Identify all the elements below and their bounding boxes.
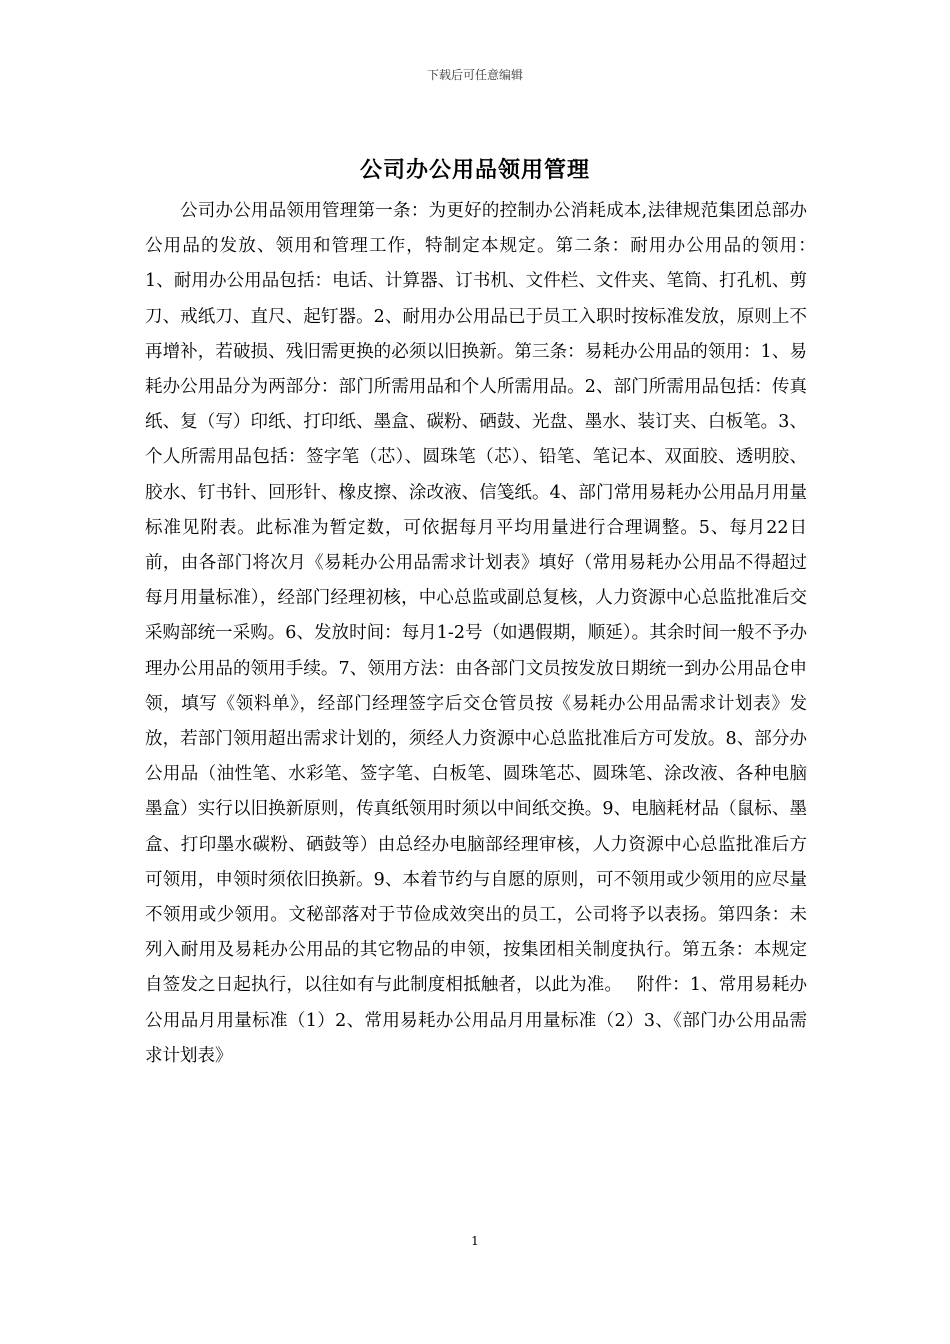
document-title: 公司办公用品领用管理 [359,157,590,183]
header-note: 下载后可任意编辑 [426,68,523,82]
document-body: 公司办公用品领用管理第一条：为更好的控制办公消耗成本,法律规范集团总部办公用品的发放、领用和管理工作，特制定本规定。第二条：耐用办公用品的领用： 1、耐用办公用品包括：电话、计算器、订书机、文件栏、文件夹、笔筒、打孔机、剪刀、戒纸刀、直尺、起钉器。2、耐用办公用品已于员工入职时按标准发放，原则上不再增补，若破损、残旧需更换的必须以旧换新。第三条：易耗办公用品的领用：1、易耗办公用品分为两部分：部门所需用品和个人所需用品。2、部门所需用品包括：传真纸、复（写）印纸、打印纸、墨盒、碳粉、硒鼓、光盘、墨水、装订夹、白板笔。3、个人所需用品包括：签字笔（芯）、圆珠笔（芯）、铅笔、笔记本、双面胶、透明胶、胶水、钉书针、回形针、橡皮擦、涂改液、信笺纸。4、部门常用易耗办公用品月用量标准见附表。此标准为暂定数，可依据每月平均用量进行合理调整。5、每月22日前，由各部门将次月《易耗办公用品需求计划表》填好（常用易耗办公用品不得超过每月用量标准），经部门经理初核，中心总监或副总复核，人力资源中心总监批准后交采购部统一采购。6、发放时间：每月1-2号（如遇假期，顺延）。其余时间一般不予办理办公用品的领用手续。7、领用方法：由各部门文员按发放日期统一到办公用品仓申领，填写《领料单》，经部门经理签字后交仓管员按《易耗办公用品需求计划表》发放，若部门领用超出需求计划的，须经人力资源中心总监批准后方可发放。8、部分办公用品（油性笔、水彩笔、签字笔、白板笔、圆珠笔芯、圆珠笔、涂改液、各种电脑墨盒）实行以旧换新原则，传真纸领用时须以中间纸交换。9、电脑耗材品（鼠标、墨盒、打印墨水碳粉、硒鼓等）由总经办电脑部经理审核，人力资源中心总监批准后方可领用，申领时须依旧换新。9、本着节约与自愿的原则，可不领用或少领用的应尽量不领用或少领用。文秘部落对于节俭成效突出的员工，公司将予以表扬。第四条：未列入耐用及易耗办公用品的其它物品的申领，按集团相关制度执行。第五条：本规定自签发之日起执行，以往如有与此制度相抵触者，以此为准。 附件：1、常用易耗办公用品月用量标准（1）2、常用易耗办公用品月用量标准（2）3、《部门办公用品需求计划表》 [145,201,831,1066]
page-number: 1 [471,1234,479,1248]
